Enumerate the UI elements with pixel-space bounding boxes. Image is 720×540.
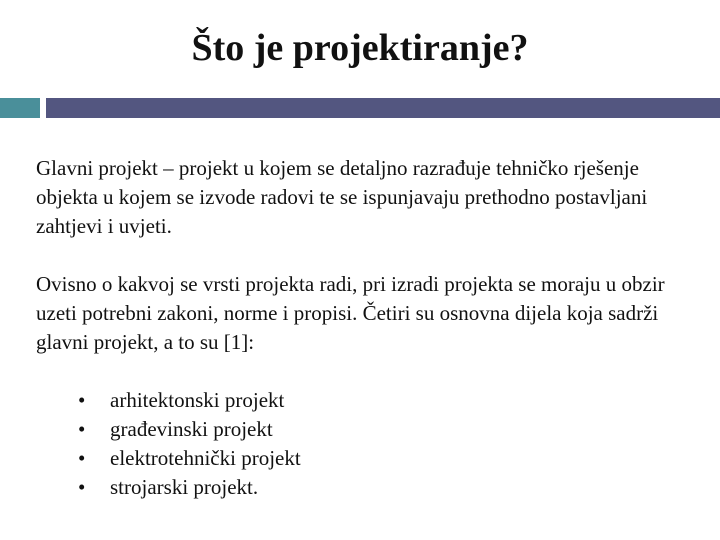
bullet-list bbox=[78, 386, 301, 502]
bullet-icon: • bbox=[78, 446, 86, 470]
list-item-label: elektrotehnički projekt bbox=[110, 446, 301, 470]
bullet-icon: • bbox=[78, 475, 86, 499]
list-item-label: strojarski projekt. bbox=[110, 475, 259, 499]
accent-bar-small bbox=[0, 98, 40, 118]
paragraph-requirements: Ovisno o kakvoj se vrsti projekta radi, pri izradi projekta se moraju u obzir uzeti potrebni zakoni, norme i propisi. Četiri su osnovna dijela koja sadrži glavni projekt, a to su [1]: bbox=[36, 272, 665, 354]
list-item bbox=[78, 386, 301, 415]
bullet-icon: • bbox=[78, 388, 86, 412]
list-item bbox=[78, 415, 301, 444]
list-item bbox=[78, 444, 301, 473]
list-item-label: arhitektonski projekt bbox=[110, 388, 285, 412]
slide-title: Što je projektiranje? bbox=[191, 27, 529, 69]
list-item-label: građevinski projekt bbox=[110, 417, 273, 441]
bullet-icon: • bbox=[78, 417, 86, 441]
paragraph-definition: Glavni projekt – projekt u kojem se detaljno razrađuje tehničko rješenje objekta u kojem se izvode radovi te se ispunjavaju prethodno postavljani zahtjevi i uvjeti. bbox=[36, 156, 648, 238]
accent-bar-large bbox=[46, 98, 720, 118]
list-item bbox=[78, 473, 301, 502]
